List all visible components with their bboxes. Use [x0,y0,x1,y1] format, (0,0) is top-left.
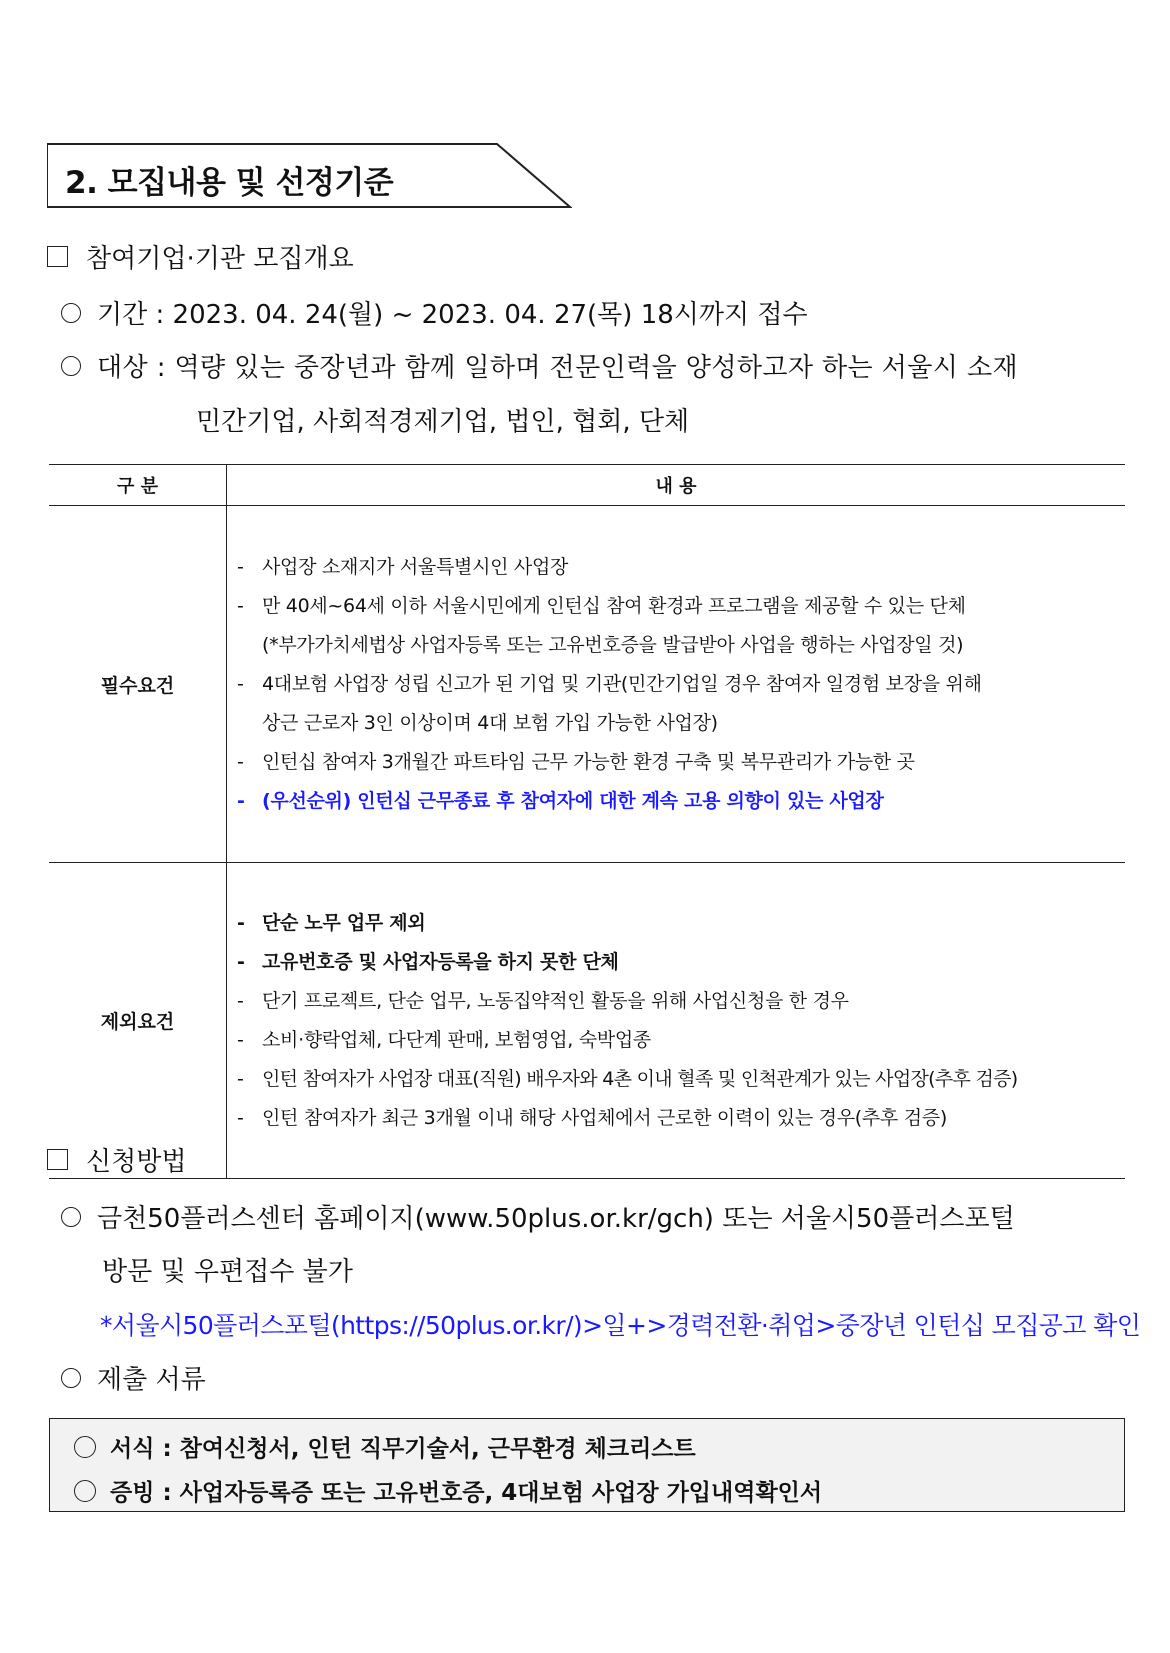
documents-box [49,1418,1125,1512]
target-text-line1: 대상 : 역량 있는 중장년과 함께 일하며 전문인력을 양성하고자 하는 서울시 소재 [97,353,1018,383]
list-item-continuation: 상근 근로자 3인 이상이며 4대 보험 가입 가능한 사업장) [262,711,718,734]
section-title: 2. 모집내용 및 선정기준 [65,165,394,201]
target-row [61,347,1018,384]
table-row-excluded [49,863,1125,1179]
list-item: - 고유번호증 및 사업자등록을 하지 못한 단체 [237,950,619,973]
apply-heading-row [47,1141,186,1178]
period-text: 기간 : 2023. 04. 24(월) ~ 2023. 04. 27(목) 18시까지 접수 [97,300,808,330]
table-row-required [49,506,1125,863]
doc-form-row [74,1430,696,1463]
overview-heading: 참여기업·기관 모집개요 [86,244,354,274]
docs-heading: 제출 서류 [97,1365,206,1395]
doc-form-text: 서식 : 참여신청서, 인턴 직무기술서, 근무환경 체크리스트 [110,1436,696,1462]
list-item: - 단기 프로젝트, 단순 업무, 노동집약적인 활동을 위해 사업신청을 한 경우 [237,989,849,1012]
circle-bullet-icon [61,1368,81,1388]
header-category: 구 분 [49,465,227,506]
list-item: - 소비·향락업체, 다단계 판매, 보험영업, 숙박업종 [237,1028,651,1051]
table-header-row [49,465,1125,506]
circle-bullet-icon [74,1480,96,1502]
square-bullet-icon [47,1149,68,1170]
docs-heading-row [61,1359,206,1396]
row-label-required: 필수요건 [49,506,227,863]
square-bullet-icon [47,246,68,267]
row-content-required [227,506,1126,863]
list-item: - 4대보험 사업장 성립 신고가 된 기업 및 기관(민간기업일 경우 참여자 일경험 보장을 위해 [237,672,982,695]
section-header [47,143,572,209]
doc-proof-row [74,1474,822,1507]
list-item-continuation: (*부가가치세법상 사업자등록 또는 고유번호증을 발급받아 사업을 행하는 사업장일 것) [262,633,964,656]
list-item: - 인턴 참여자가 최근 3개월 이내 해당 사업체에서 근로한 이력이 있는 경우(추후 검증) [237,1106,947,1129]
doc-proof-text: 증빙 : 사업자등록증 또는 고유번호증, 4대보험 사업장 가입내역확인서 [110,1480,823,1506]
period-row [61,294,808,331]
circle-bullet-icon [61,1207,81,1227]
circle-bullet-icon [74,1436,96,1458]
list-item-priority: - (우선순위) 인턴십 근무종료 후 참여자에 대한 계속 고용 의향이 있는 사업장 [237,789,884,812]
portal-note: *서울시50플러스포털(https://50plus.or.kr/)>일+>경력전환·취업>중장년 인턴십 모집공고 확인 [100,1311,1141,1340]
circle-bullet-icon [61,303,81,323]
apply-text-line2: 방문 및 우편접수 불가 [102,1257,353,1287]
header-content: 내 용 [227,465,1126,506]
overview-heading-row [47,238,354,275]
apply-heading: 신청방법 [86,1147,187,1177]
requirements-table [49,464,1125,1179]
list-item: - 만 40세~64세 이하 서울시민에게 인턴십 참여 환경과 프로그램을 제공할 수 있는 단체 [237,594,966,617]
list-item: - 사업장 소재지가 서울특별시인 사업장 [237,555,569,578]
row-label-excluded: 제외요건 [49,863,227,1179]
list-item: - 인턴 참여자가 사업장 대표(직원) 배우자와 4촌 이내 혈족 및 인척관계가 있는 사업장(추후 검증) [237,1067,1018,1090]
apply-text-line1: 금천50플러스센터 홈페이지(www.50plus.or.kr/gch) 또는 서울시50플러스포털 [97,1204,1015,1234]
apply-row [61,1198,1015,1235]
target-text-line2: 민간기업, 사회적경제기업, 법인, 협회, 단체 [196,407,690,437]
list-item: - 단순 노무 업무 제외 [237,911,426,934]
row-content-excluded [227,863,1126,1179]
list-item: - 인턴십 참여자 3개월간 파트타임 근무 가능한 환경 구축 및 복무관리가 가능한 곳 [237,750,915,773]
circle-bullet-icon [61,356,81,376]
